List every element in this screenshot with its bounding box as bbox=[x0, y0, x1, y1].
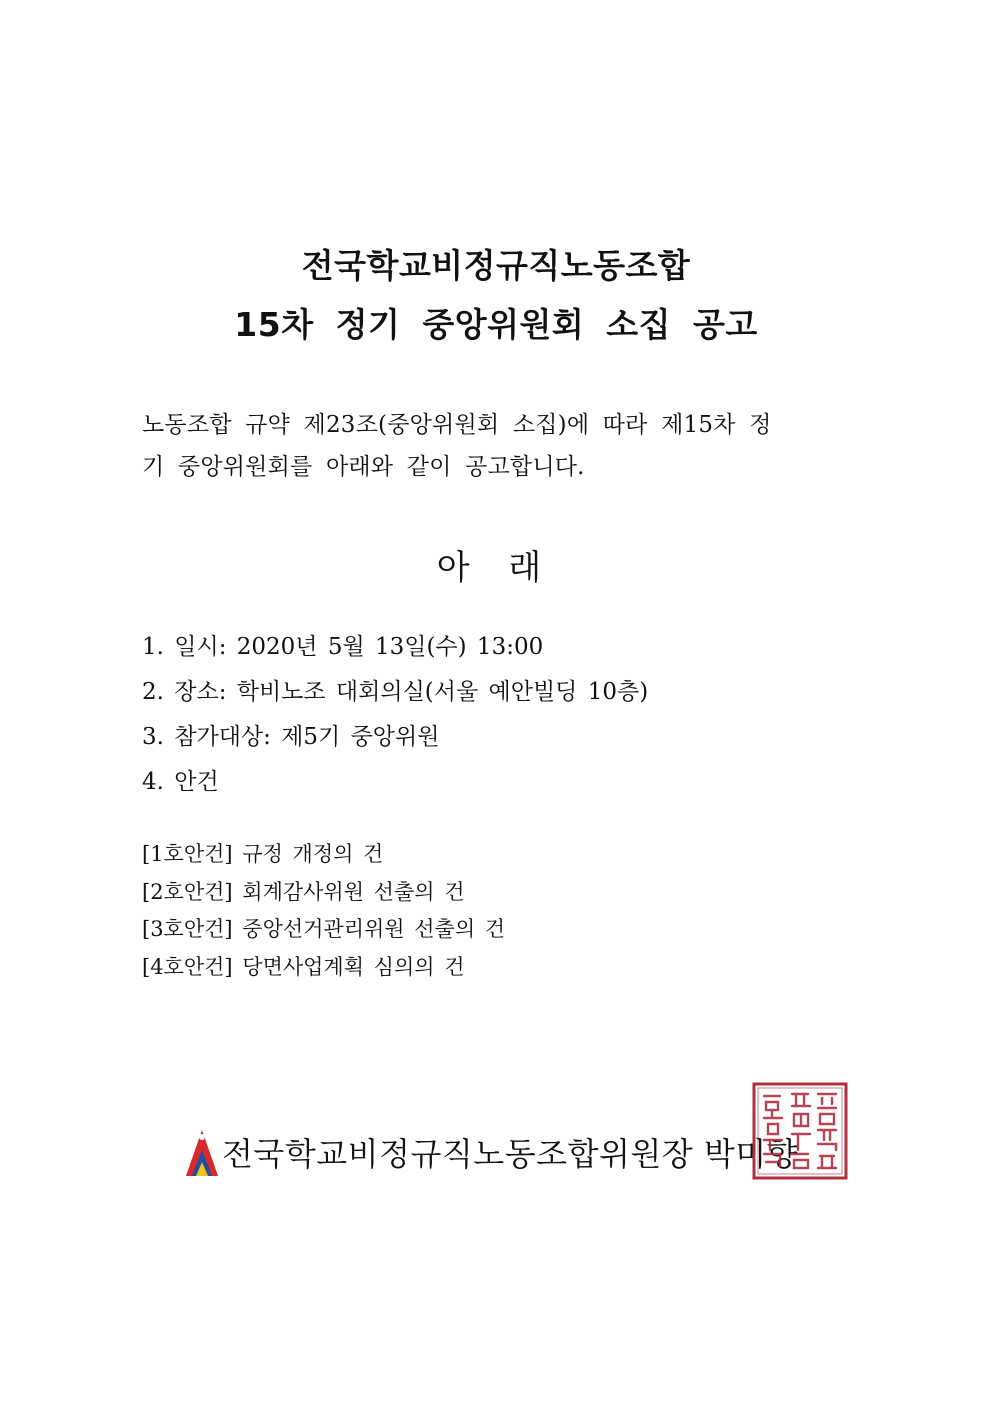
details-list bbox=[142, 625, 862, 805]
detail-date: 1. 일시: 2020년 5월 13일(수) 13:00 bbox=[142, 634, 544, 660]
intro-line: 기 중앙위원회를 아래와 같이 공고합니다. bbox=[142, 454, 585, 480]
agenda-item: [3호안건] 중앙선거관리위원 선출의 건 bbox=[142, 917, 506, 941]
intro-paragraph bbox=[142, 404, 854, 488]
intro-line: 노동조합 규약 제23조(중앙위원회 소집)에 따라 제15차 정 bbox=[142, 412, 772, 438]
detail-agenda-heading: 4. 안건 bbox=[142, 769, 219, 795]
title-line-union-name: 전국학교비정규직노동조합 bbox=[301, 246, 691, 285]
official-seal-icon bbox=[752, 1082, 848, 1180]
agenda-item: [4호안건] 당면사업계획 심의의 건 bbox=[142, 954, 465, 979]
agenda-item: [2호안건] 회계감사위원 선출의 건 bbox=[142, 879, 465, 904]
union-logo-icon bbox=[184, 1128, 220, 1178]
section-heading: 아 래 bbox=[436, 548, 556, 588]
agenda-item: [1호안건] 규정 개정의 건 bbox=[142, 842, 384, 866]
title-line-announcement: 15차 정기 중앙위원회 소집 공고 bbox=[234, 305, 758, 344]
signature-text: 전국학교비정규직노동조합위원장 박미향 bbox=[222, 1135, 799, 1173]
detail-location: 2. 장소: 학비노조 대회의실(서울 예안빌딩 10층) bbox=[142, 679, 649, 705]
detail-attendees: 3. 참가대상: 제5기 중앙위원 bbox=[142, 724, 440, 750]
agenda-list bbox=[142, 836, 862, 986]
notice-title bbox=[0, 236, 992, 354]
